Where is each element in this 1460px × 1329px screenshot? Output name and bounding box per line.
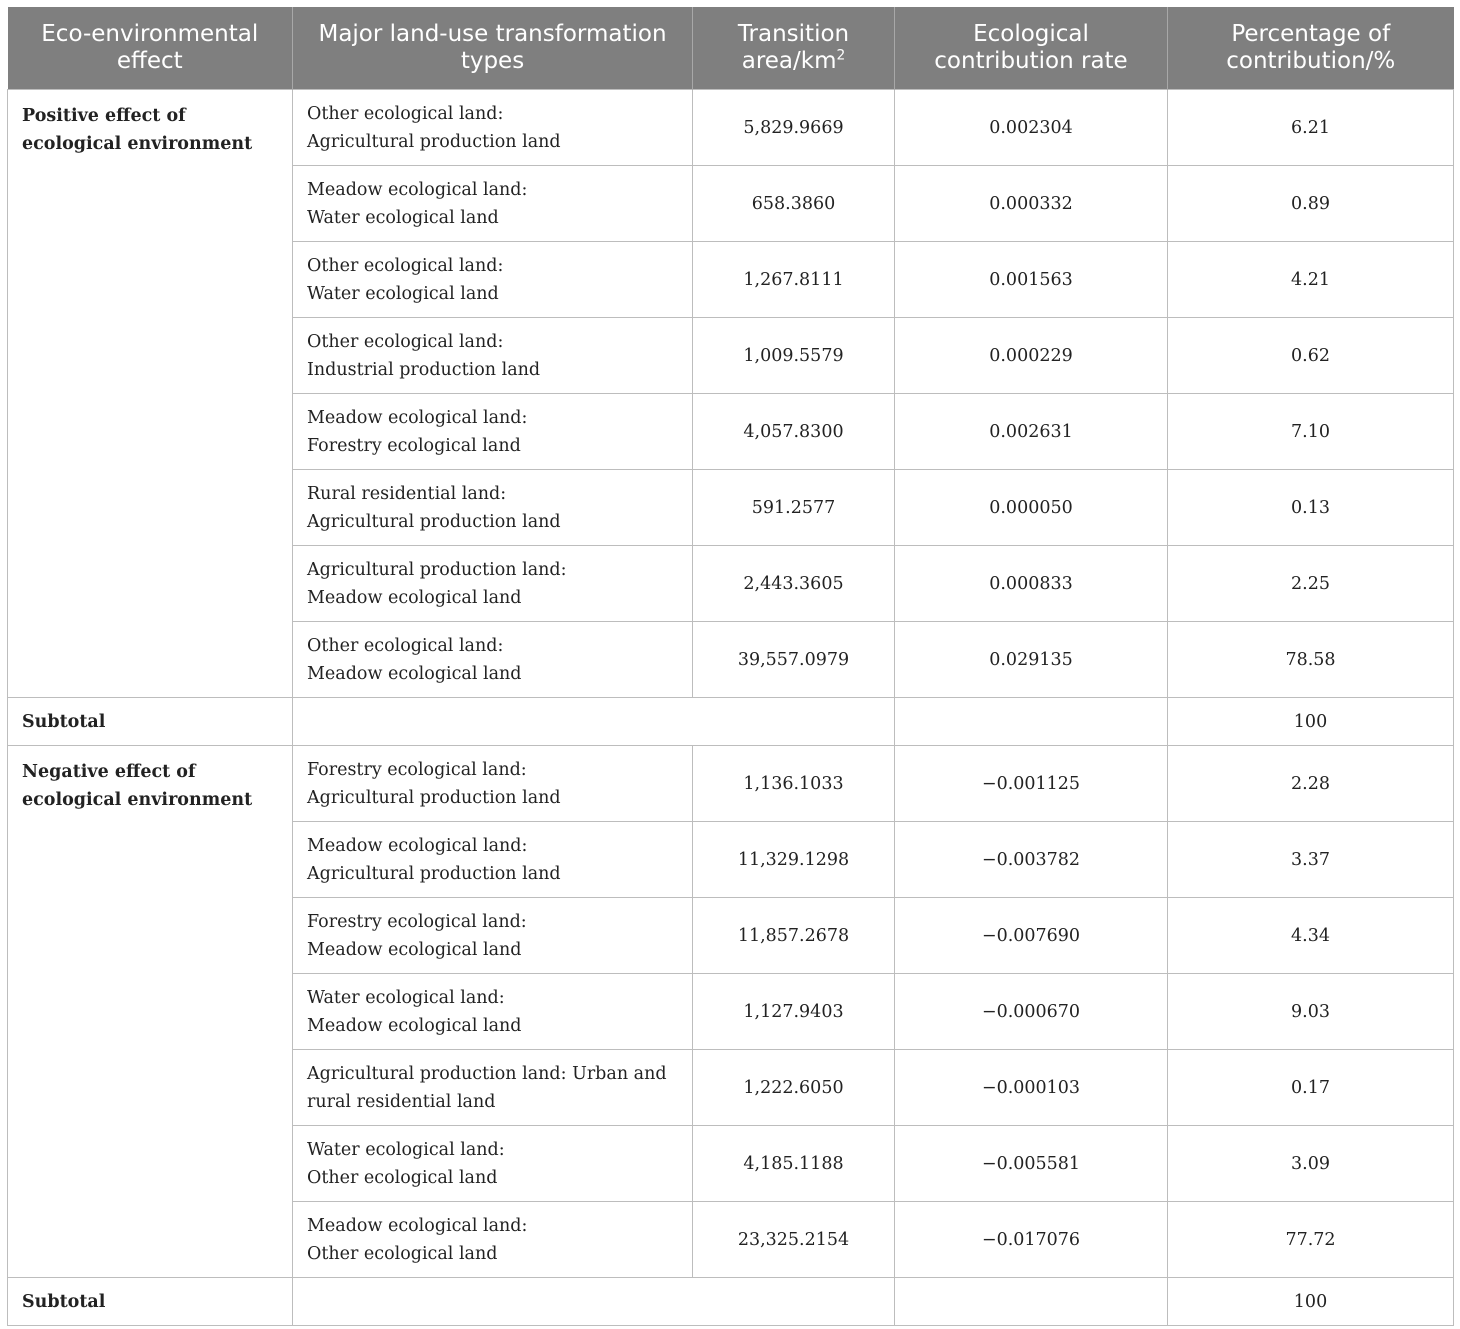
- transition-area: 2,443.3605: [693, 546, 895, 622]
- transition-area: 1,127.9403: [693, 974, 895, 1050]
- contribution-percentage: 0.13: [1168, 470, 1454, 546]
- subtotal-percentage: 100: [1168, 698, 1454, 746]
- transformation-type: [293, 90, 693, 166]
- contribution-percentage: 6.21: [1168, 90, 1454, 166]
- contribution-rate: −0.000103: [895, 1050, 1168, 1126]
- subtotal-label: Subtotal: [8, 1278, 293, 1326]
- type-to: Industrial production land: [307, 359, 541, 380]
- transition-area: 39,557.0979: [693, 622, 895, 698]
- subtotal-rate-empty: [895, 1278, 1168, 1326]
- contribution-percentage: 0.89: [1168, 166, 1454, 242]
- contribution-percentage: 2.28: [1168, 746, 1454, 822]
- type-to: rural residential land: [307, 1091, 496, 1112]
- subtotal-label: Subtotal: [8, 698, 293, 746]
- type-to: Forestry ecological land: [307, 435, 521, 456]
- type-to: Agricultural production land: [307, 863, 561, 884]
- type-from: Water ecological land:: [307, 1139, 505, 1160]
- type-from: Meadow ecological land:: [307, 407, 528, 428]
- contribution-percentage: 4.34: [1168, 898, 1454, 974]
- transition-area: 1,267.8111: [693, 242, 895, 318]
- transformation-type: [293, 822, 693, 898]
- type-to: Agricultural production land: [307, 511, 561, 532]
- type-from: Other ecological land:: [307, 103, 504, 124]
- transformation-type: [293, 470, 693, 546]
- contribution-rate: −0.000670: [895, 974, 1168, 1050]
- subtotal-empty: [293, 1278, 895, 1326]
- contribution-percentage: 3.37: [1168, 822, 1454, 898]
- contribution-percentage: 9.03: [1168, 974, 1454, 1050]
- header-effect: Eco-environmental effect: [8, 7, 293, 90]
- transformation-type: [293, 394, 693, 470]
- contribution-rate: −0.005581: [895, 1126, 1168, 1202]
- type-from: Forestry ecological land:: [307, 911, 527, 932]
- type-from: Water ecological land:: [307, 987, 505, 1008]
- transformation-type: [293, 1126, 693, 1202]
- type-to: Meadow ecological land: [307, 1015, 522, 1036]
- transition-area: 1,136.1033: [693, 746, 895, 822]
- transformation-type: [293, 318, 693, 394]
- type-from: Meadow ecological land:: [307, 835, 528, 856]
- subtotal-empty: [293, 698, 895, 746]
- transformation-type: [293, 974, 693, 1050]
- type-from: Rural residential land:: [307, 483, 507, 504]
- contribution-rate: 0.000050: [895, 470, 1168, 546]
- negative-effect-label: Negative effect of ecological environment: [8, 746, 293, 1278]
- contribution-rate: 0.029135: [895, 622, 1168, 698]
- contribution-rate: 0.002631: [895, 394, 1168, 470]
- subtotal-percentage: 100: [1168, 1278, 1454, 1326]
- type-from: Meadow ecological land:: [307, 1215, 528, 1236]
- negative-subtotal-row: [8, 1278, 1454, 1326]
- transition-area: 4,185.1188: [693, 1126, 895, 1202]
- transformation-type: [293, 898, 693, 974]
- contribution-percentage: 7.10: [1168, 394, 1454, 470]
- contribution-rate: 0.002304: [895, 90, 1168, 166]
- transition-area: 1,222.6050: [693, 1050, 895, 1126]
- subtotal-rate-empty: [895, 698, 1168, 746]
- type-from: Agricultural production land: Urban and: [307, 1063, 667, 1084]
- transformation-type: [293, 746, 693, 822]
- type-to: Meadow ecological land: [307, 587, 522, 608]
- type-from: Other ecological land:: [307, 255, 504, 276]
- contribution-percentage: 2.25: [1168, 546, 1454, 622]
- transformation-type: [293, 622, 693, 698]
- contribution-percentage: 78.58: [1168, 622, 1454, 698]
- type-to: Other ecological land: [307, 1243, 498, 1264]
- contribution-percentage: 77.72: [1168, 1202, 1454, 1278]
- type-to: Other ecological land: [307, 1167, 498, 1188]
- transition-area: 11,329.1298: [693, 822, 895, 898]
- positive-effect-label: Positive effect of ecological environment: [8, 90, 293, 698]
- transition-area: 4,057.8300: [693, 394, 895, 470]
- transition-area: 11,857.2678: [693, 898, 895, 974]
- transformation-type: [293, 546, 693, 622]
- land-use-table: [7, 7, 1454, 1326]
- transformation-type: [293, 166, 693, 242]
- header-types: Major land-use transformation types: [293, 7, 693, 90]
- contribution-percentage: 0.17: [1168, 1050, 1454, 1126]
- header-pct: Percentage of contribution/%: [1168, 7, 1454, 90]
- transformation-type: [293, 1050, 693, 1126]
- type-to: Meadow ecological land: [307, 939, 522, 960]
- transition-area: 23,325.2154: [693, 1202, 895, 1278]
- contribution-rate: 0.000332: [895, 166, 1168, 242]
- transformation-type: [293, 1202, 693, 1278]
- contribution-rate: 0.000833: [895, 546, 1168, 622]
- transition-area: 658.3860: [693, 166, 895, 242]
- type-from: Other ecological land:: [307, 635, 504, 656]
- type-from: Forestry ecological land:: [307, 759, 527, 780]
- table-row: [8, 746, 1454, 822]
- positive-subtotal-row: [8, 698, 1454, 746]
- type-from: Other ecological land:: [307, 331, 504, 352]
- contribution-percentage: 3.09: [1168, 1126, 1454, 1202]
- type-to: Agricultural production land: [307, 131, 561, 152]
- header-area-text: Transition area/km: [737, 21, 850, 74]
- transition-area: 1,009.5579: [693, 318, 895, 394]
- type-to: Meadow ecological land: [307, 663, 522, 684]
- contribution-percentage: 0.62: [1168, 318, 1454, 394]
- type-from: Meadow ecological land:: [307, 179, 528, 200]
- contribution-rate: 0.000229: [895, 318, 1168, 394]
- table-body: [8, 90, 1454, 1326]
- contribution-rate: −0.001125: [895, 746, 1168, 822]
- type-to: Water ecological land: [307, 283, 499, 304]
- contribution-rate: −0.007690: [895, 898, 1168, 974]
- header-area: [693, 7, 895, 90]
- header-row: [8, 7, 1454, 90]
- contribution-rate: −0.017076: [895, 1202, 1168, 1278]
- contribution-rate: −0.003782: [895, 822, 1168, 898]
- header-rate: Ecological contribution rate: [895, 7, 1168, 90]
- contribution-percentage: 4.21: [1168, 242, 1454, 318]
- header-area-sup: 2: [836, 47, 846, 64]
- type-from: Agricultural production land:: [307, 559, 567, 580]
- transition-area: 591.2577: [693, 470, 895, 546]
- transformation-type: [293, 242, 693, 318]
- table-row: [8, 90, 1454, 166]
- type-to: Water ecological land: [307, 207, 499, 228]
- transition-area: 5,829.9669: [693, 90, 895, 166]
- type-to: Agricultural production land: [307, 787, 561, 808]
- contribution-rate: 0.001563: [895, 242, 1168, 318]
